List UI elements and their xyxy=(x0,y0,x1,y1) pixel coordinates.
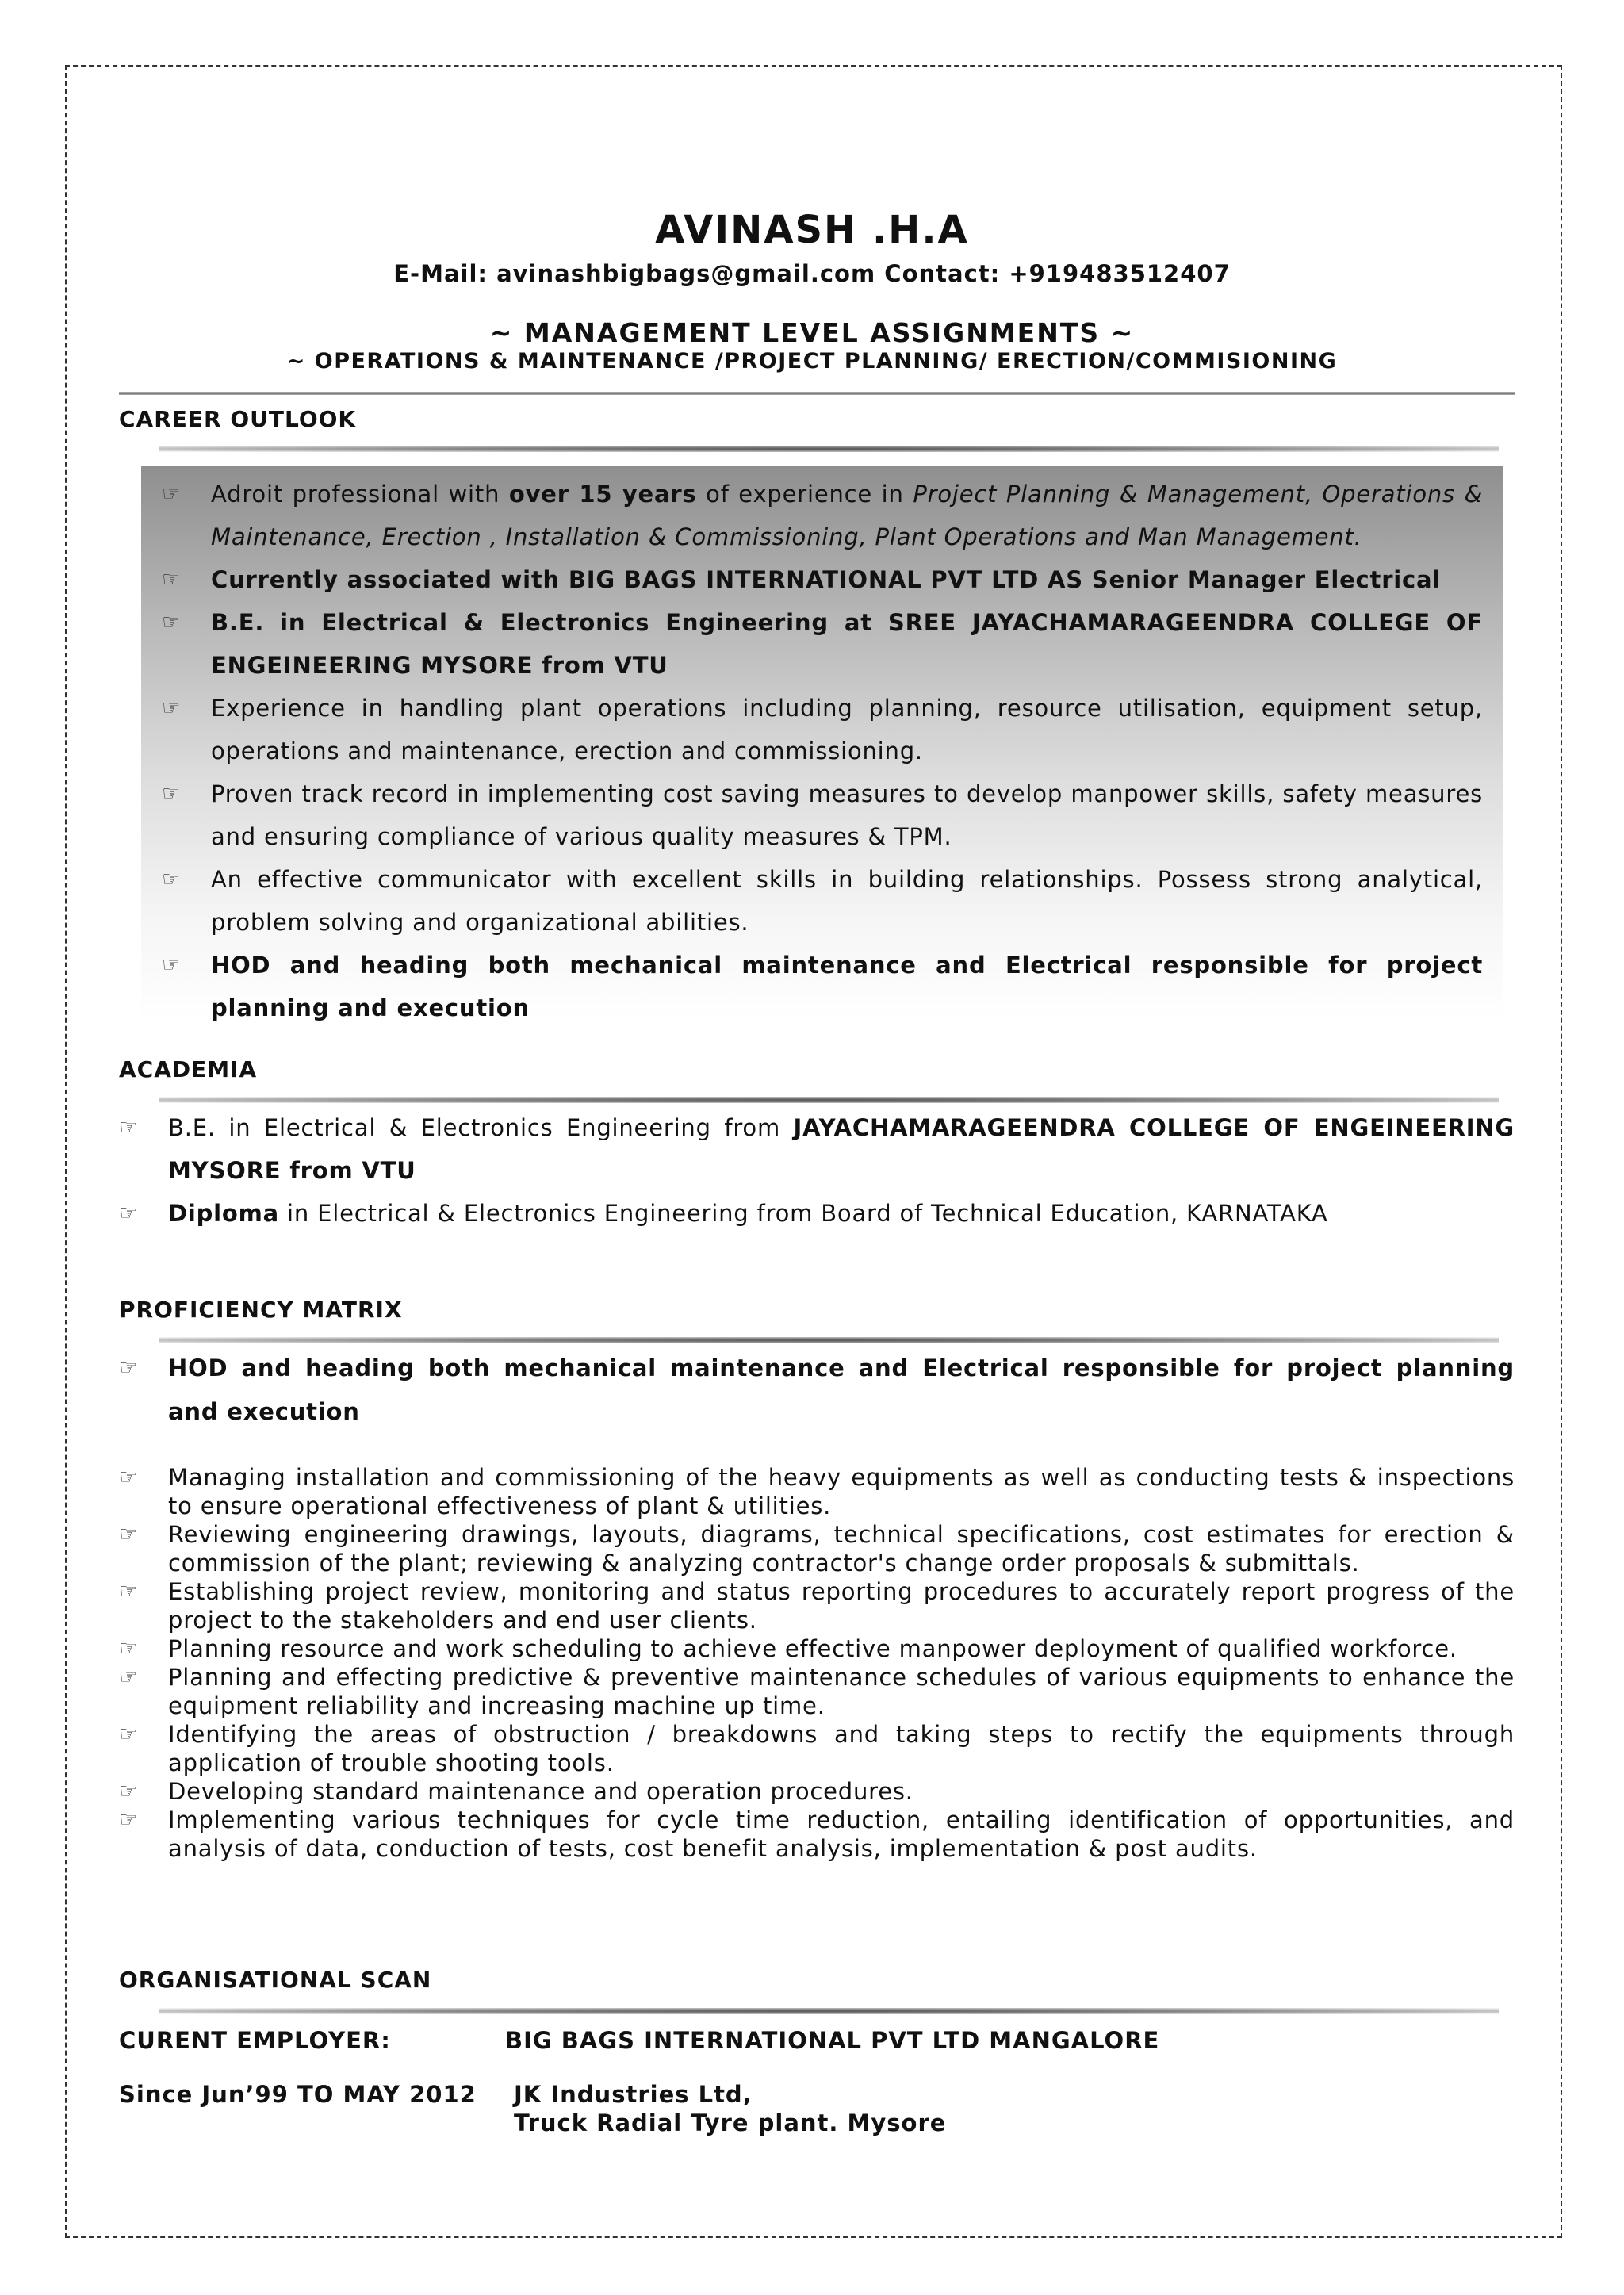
hand-pointing-icon: ☞ xyxy=(119,1201,139,1225)
career-item: ☞ Currently associated with BIG BAGS INTERNATIONAL PVT LTD AS Senior Manager Electrical xyxy=(211,558,1483,601)
proficiency-item: ☞ Developing standard maintenance and operation procedures. xyxy=(119,1778,914,1805)
header-divider xyxy=(119,392,1515,395)
career-divider xyxy=(159,446,1499,452)
hand-pointing-icon: ☞ xyxy=(162,611,182,634)
hand-pointing-icon: ☞ xyxy=(162,568,182,592)
tagline: ~ MANAGEMENT LEVEL ASSIGNMENTS ~ xyxy=(489,317,1135,348)
contact-line: E-Mail: avinashbigbags@gmail.com Contact: +919483512407 xyxy=(393,260,1231,287)
hand-pointing-icon: ☞ xyxy=(119,1808,139,1832)
hand-pointing-icon: ☞ xyxy=(162,868,182,891)
hand-pointing-icon: ☞ xyxy=(119,1722,139,1746)
proficiency-item: ☞ Implementing various techniques for cycle time reduction, entailing identification of opportunities, and analysis of data, conduction of tests, cost benefit analysis, implementation & post audits. xyxy=(119,1806,1515,1862)
proficiency-list xyxy=(119,1463,1515,1863)
past-employer-plant: Truck Radial Tyre plant. Mysore xyxy=(514,2109,947,2136)
hand-pointing-icon: ☞ xyxy=(119,1780,139,1803)
hand-pointing-icon: ☞ xyxy=(119,1116,139,1140)
academia-item: ☞ B.E. in Electrical & Electronics Engineering from JAYACHAMARAGEENDRA COLLEGE OF ENGEINEERING MYSORE from VTU xyxy=(168,1106,1515,1192)
proficiency-item: ☞ Planning resource and work scheduling to achieve effective manpower deployment of qualified workforce. xyxy=(119,1635,1457,1662)
current-employer-label: CURENT EMPLOYER: xyxy=(119,2027,391,2054)
hand-pointing-icon: ☞ xyxy=(119,1466,139,1489)
academia-heading: ACADEMIA xyxy=(119,1056,258,1082)
career-item: ☞ B.E. in Electrical & Electronics Engineering at SREE JAYACHAMARAGEENDRA COLLEGE OF ENGEINEERING MYSORE from VTU xyxy=(211,601,1483,687)
hand-pointing-icon: ☞ xyxy=(162,696,182,720)
past-employer-company: JK Industries Ltd, xyxy=(514,2081,753,2108)
current-employer-value: BIG BAGS INTERNATIONAL PVT LTD MANGALORE xyxy=(505,2027,1160,2054)
academia-item: ☞ Diploma in Electrical & Electronics Engineering from Board of Technical Education, KARNATAKA xyxy=(168,1192,1515,1235)
proficiency-item: ☞ Reviewing engineering drawings, layouts, diagrams, technical specifications, cost estimates for erection & commission of the plant; reviewing & analyzing contractor's change order proposals & submittals. xyxy=(119,1521,1515,1577)
hand-pointing-icon: ☞ xyxy=(119,1580,139,1603)
academia-list xyxy=(119,1106,1515,1235)
career-list xyxy=(162,473,1483,1029)
candidate-name: AVINASH .H.A xyxy=(655,208,969,252)
hand-pointing-icon: ☞ xyxy=(162,782,182,806)
career-item: ☞ Experience in handling plant operations including planning, resource utilisation, equipment setup, operations and maintenance, erection and commissioning. xyxy=(211,687,1483,772)
proficiency-item: ☞ Establishing project review, monitoring and status reporting procedures to accurately report progress of the project to the stakeholders and end user clients. xyxy=(119,1578,1515,1634)
proficiency-item: ☞ Planning and effecting predictive & preventive maintenance schedules of various equipments to enhance the equipment reliability and increasing machine up time. xyxy=(119,1664,1515,1719)
hand-pointing-icon: ☞ xyxy=(162,953,182,977)
hand-pointing-icon: ☞ xyxy=(162,482,182,506)
hand-pointing-icon: ☞ xyxy=(119,1665,139,1689)
proficiency-highlight: ☞ HOD and heading both mechanical maintenance and Electrical responsible for project planning and execution xyxy=(168,1347,1515,1434)
hand-pointing-icon: ☞ xyxy=(119,1523,139,1546)
past-employer-period: Since Jun’99 TO MAY 2012 xyxy=(119,2081,477,2108)
organisation-divider xyxy=(159,2008,1499,2014)
subtagline: ~ OPERATIONS & MAINTENANCE /PROJECT PLANNING/ ERECTION/COMMISIONING xyxy=(286,349,1338,374)
career-item: ☞ An effective communicator with excellent skills in building relationships. Possess strong analytical, problem solving and organizational abilities. xyxy=(211,858,1483,944)
career-outlook-heading: CAREER OUTLOOK xyxy=(119,406,357,432)
proficiency-heading: PROFICIENCY MATRIX xyxy=(119,1297,403,1323)
hand-pointing-icon: ☞ xyxy=(119,1637,139,1661)
hand-pointing-icon: ☞ xyxy=(119,1356,139,1380)
career-item: ☞ Proven track record in implementing cost saving measures to develop manpower skills, safety measures and ensuring compliance of various quality measures & TPM. xyxy=(211,772,1483,858)
career-item: ☞ Adroit professional with over 15 years of experience in Project Planning & Management, Operations & Maintenance, Erection , Installation & Commissioning, Plant Operations and Man Management. xyxy=(211,473,1483,558)
proficiency-item: ☞ Identifying the areas of obstruction / breakdowns and taking steps to rectify the equipments through application of trouble shooting tools. xyxy=(119,1721,1515,1776)
proficiency-divider xyxy=(159,1337,1499,1343)
career-item: ☞ HOD and heading both mechanical maintenance and Electrical responsible for project planning and execution xyxy=(211,944,1483,1029)
academia-divider xyxy=(159,1097,1499,1103)
organisation-heading: ORGANISATIONAL SCAN xyxy=(119,1967,432,1993)
proficiency-highlight-list xyxy=(119,1347,1515,1434)
proficiency-item: ☞ Managing installation and commissioning of the heavy equipments as well as conducting tests & inspections to ensure operational effectiveness of plant & utilities. xyxy=(119,1464,1515,1519)
